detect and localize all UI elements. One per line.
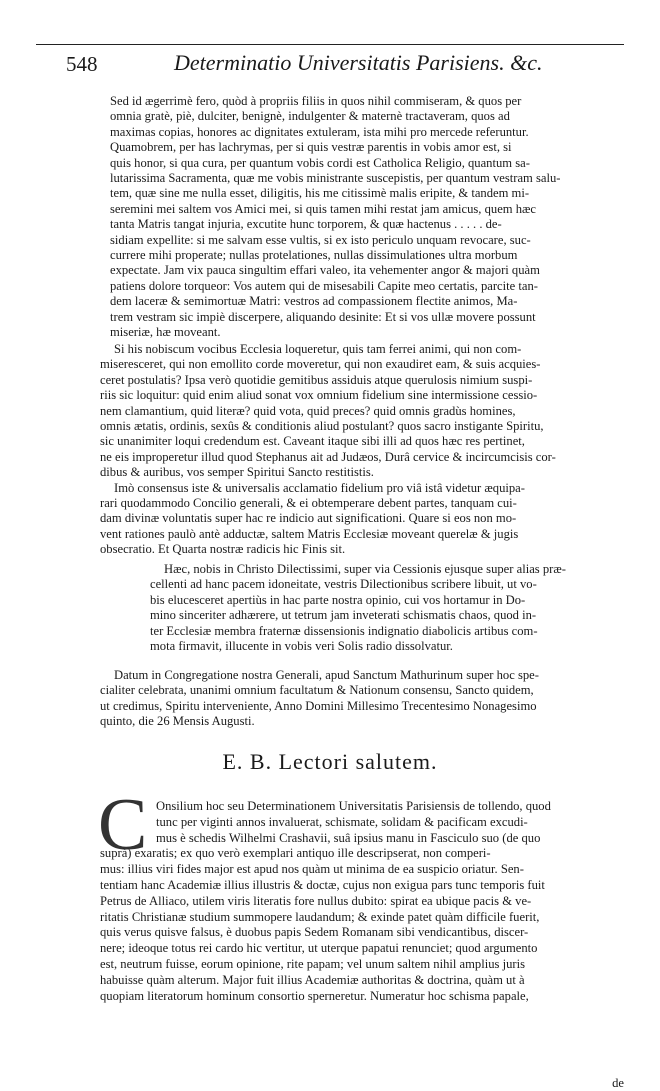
text-line: ‘ expectate. Jam vix pauca singultim effari valeo, ita vehementer angor & majori quàm (100, 263, 640, 278)
text-line: ‘ tem, quæ sine me nulla esset, diligitis, his me citissimè malis eripite, & tandem mi- (100, 186, 640, 201)
text-line: Datum in Congregatione nostra Generali, apud Sanctum Mathurinum super hoc spe- (114, 668, 539, 682)
preface-paragraph (100, 799, 640, 1004)
text-line: sic unanimiter loqui credendum est. Caveant itaque sibi illi ad quos hæc res pertinet, (100, 434, 525, 449)
text-line: ‘ Sed id ægerrimè fero, quòd à propriis filiis in quos nihil commiseram, & quos per (100, 94, 640, 109)
text-line: bis elucesceret apertiùs in hac parte nostra opinio, cui vos hortamur in Do- (150, 592, 526, 607)
drop-cap: C (98, 784, 148, 866)
text-line: Hæc, nobis in Christo Dilectissimi, super via Cessionis ejusque super alias præ- (164, 562, 566, 576)
text-line: mus: illius viri fides major est apud nos quàm ut minima de ea suspicio oriatur. Sen- (100, 862, 524, 877)
text-line: Si his nobiscum vocibus Ecclesia loqueretur, quis tam ferrei animi, qui non com- (114, 342, 522, 356)
text-line: obsecratio. Et Quarta nostræ radicis hic Finis sit. (100, 542, 346, 557)
header-rule (36, 44, 624, 45)
text-line: ne eis improperetur illud quod Stephanus ait ad Judæos, Durâ cervice & incircumcisis cor- (100, 449, 556, 464)
text-line: quopiam literatorum hominum consortio sperneretur. Numeratur hoc schisma papale, (100, 988, 529, 1003)
page-number: 548 (66, 52, 98, 76)
text-line: ut credimus, Spiritu interveniente, Anno Domini Millesimo Trecentesimo Nonagesimo (100, 698, 537, 713)
text-line: ritatis Christianæ studium summopere laudandum; & exinde patet quàm difficile fuerit, (100, 909, 540, 924)
text-line: ‘ Quamobrem, per has lachrymas, per si quis vestræ parentis in vobis amor est, si (100, 140, 640, 155)
text-line: Imò consensus iste & universalis acclamatio fidelium pro viâ istâ videtur æquipa- (114, 480, 525, 495)
text-line: ‘ seremini mei saltem vos Amici mei, si quis tamen mihi restat jam amicus, quem hæc (100, 202, 640, 217)
text-line: ‘ tanta Matris tangat injuria, excutite hunc torporem, & quæ hactenus . . . . . de- (100, 217, 640, 232)
text-line: mota firmavit, illucente in vobis veri Solis radio dissolvatur. (150, 639, 453, 654)
text-line: ‘ miseriæ, hæ moveant. (100, 325, 640, 340)
text-line: ceret postulatis? Ipsa verò quotidie gemitibus assiduis atque querulosis nimium suspi- (100, 372, 533, 387)
text-line: ‘ quis honor, si qua cura, per quantum vobis cordi est Catholica Religio, quantum sa- (100, 156, 640, 171)
text-line: ‘ patiens dolore torqueor: Vos autem qui de misesabili Capite meo certatis, parcite tan- (100, 279, 640, 294)
running-title: Determinatio Universitatis Parisiens. &c. (174, 50, 543, 75)
text-line: habuisse quàm alterum. Major fuit illius Academiæ authoritas & doctrina, quàm ut à (100, 972, 525, 987)
text-line: quis verus quisve falsus, è duobus papis Sedem Romanam sibi vendicantibus, discer- (100, 925, 529, 940)
text-line: mino sinceriter adhærere, ut tetrum jam inveterati schismatis chaos, quod in- (150, 608, 537, 623)
text-line: suprà) exaratis; ex quo verò exemplari antiquo ille descripserat, non comperi- (100, 846, 491, 861)
text-line: rari quodammodo Concilio generali, & ei obtemperare debent partes, tanquam cui- (100, 496, 517, 511)
text-line: ‘ trem vestram sic impiè discerpere, aliquando desinite: Et si vos ullæ movere possunt (100, 310, 640, 325)
catchword: de (612, 1076, 624, 1090)
section-heading: E. B. Lectori salutem. (222, 749, 438, 774)
text-line: nere; ideoque totus rei cardo hic vertitur, ut uterque papatui renunciet; quod argumento (100, 941, 538, 956)
body-paragraphs (100, 342, 640, 558)
text-line: vent rationes paulò antè adductæ, saltem Matris Ecclesiæ moveant querelæ & jugis (100, 526, 519, 541)
text-line: ‘ maximas copias, honores ac dignitates extuleram, ista mihi pro mercede referuntur. (100, 125, 640, 140)
text-line: ‘ currere mihi properate; nullas protelationes, nullas dissimulationes ultra morbum (100, 248, 640, 263)
text-line: riis sic loquitur: quid enim aliud sonat vox omnium fidelium sine intermissione cessio- (100, 388, 538, 403)
text-line: quinto, die 26 Mensis Augusti. (100, 714, 255, 729)
text-line: est, neutrum fuisse, eorum opinione, rite papam; vel unum saltem nihil amplius juris (100, 956, 525, 971)
text-line: tentiam hanc Academiæ illius illustris & doctæ, cujus non exigua pars tunc temporis fuit (100, 877, 545, 892)
text-line: Onsilium hoc seu Determinationem Universitatis Parisiensis de tollendo, quod (156, 799, 551, 813)
datum-paragraph (100, 668, 640, 730)
text-line: ‘ omnia gratè, piè, dulciter, benignè, indulgenter & maternè tractaveram, quos ad (100, 109, 640, 124)
text-line: tunc per viginti annos invaluerat, schismate, solidam & pacificam excudi- (156, 814, 528, 829)
text-line: ‘ lutarissima Sacramenta, quæ me vobis ministrante suscepistis, per quantum vestram salu- (100, 171, 640, 186)
inset-passage (150, 562, 628, 654)
text-line: ‘ dem laceræ & semimortuæ Matri: vestros ad compassionem flectite animos, Ma- (100, 294, 640, 309)
text-line: miseresceret, qui non emollito corde moveretur, qui non exaudiret eam, & suis acquies- (100, 357, 541, 372)
text-line: nem clamantium, quid literæ? quid vota, quid preces? quid omnis gradùs homines, (100, 403, 516, 418)
quoted-passage (100, 94, 640, 341)
text-line: Petrus de Alliaco, utilem viris literatis fore nullus dubito: spirat ea ubique pacis & ve- (100, 893, 532, 908)
text-line: cellenti ad hanc pacem idoneitate, vestris Dilectionibus scribere libuit, ut vo- (150, 577, 537, 592)
text-line: omnis ætatis, ordinis, sexûs & conditionis aliud postulant? quos sacro instigante Spiritu, (100, 419, 544, 434)
text-line: cialiter celebrata, unanimi omnium facultatum & Nationum consensu, Sancto quidem, (100, 683, 534, 698)
text-line: ter Ecclesiæ membra fraternæ dissensionis indignatio diabolicis artibus com- (150, 623, 538, 638)
text-line: ‘ sidiam expellite: si me salvam esse vultis, si ex isto periculo unquam revocare, suc- (100, 233, 640, 248)
text-line: dibus & auribus, vos semper Spiritui Sancto restitistis. (100, 465, 374, 480)
text-line: mus è schedis Wilhelmi Crashavii, suâ ipsius manu in Fasciculo suo (de quo (156, 830, 541, 845)
text-line: dam divinæ voluntatis super hac re indicio aut significationi. Quare si eos non mo- (100, 511, 517, 526)
